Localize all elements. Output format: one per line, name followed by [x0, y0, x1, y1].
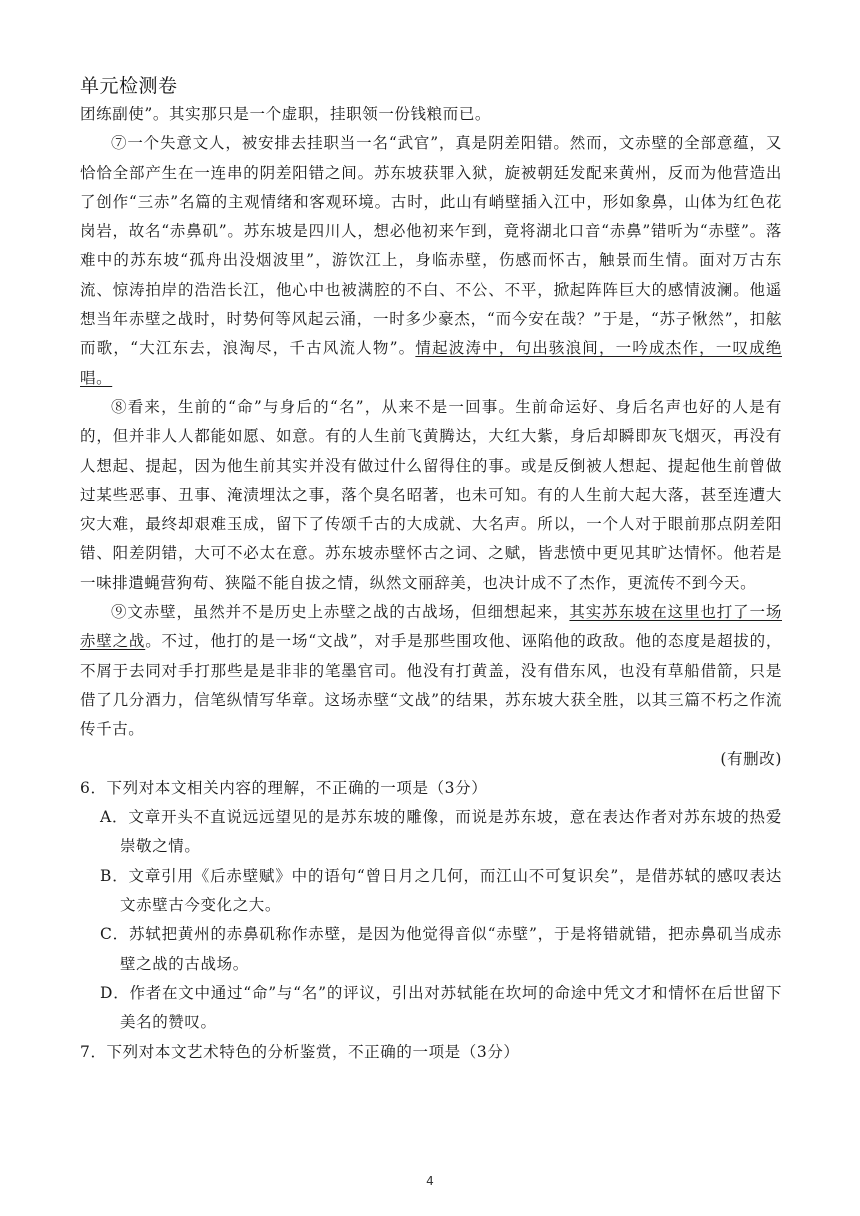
- passage-continuation-line: 团练副使”。其实那只是一个虚职，挂职领一份钱粮而已。: [80, 105, 492, 123]
- question-7-stem: 7．下列对本文艺术特色的分析鉴赏，不正确的一项是（3分）: [80, 1042, 520, 1061]
- paragraph-9: [80, 598, 782, 744]
- paragraph-7-underlined-sentence: 情起波涛中，句出骇浪间，一吟成杰作，一叹成绝唱。: [80, 339, 782, 387]
- paragraph-9-start: ⑨文赤壁，虽然并不是历史上赤壁之战的古战场，但细想起来，: [111, 603, 570, 622]
- paragraph-9-rest: 。不过，他打的是一场“文战”，对手是那些围攻他、诬陷他的政敌。他的态度是超拔的，不屑于去同对手打那些是是非非的笔墨官司。他没有打黄盖，没有借东风，也没有草船借箭，只是借了几分酒力，信笔纵情写华章。这场赤壁“文战”的结果，苏东坡大获全胜，以其三篇不朽之作流传千古。: [80, 632, 782, 739]
- question-6-option-c: C．苏轼把黄州的赤鼻矶称作赤壁，是因为他觉得音似“赤壁”，于是将错就错，把赤鼻矶当成赤壁之战的古战场。: [100, 925, 782, 973]
- paragraph-8: ⑧看来，生前的“命”与身后的“名”，从来不是一回事。生前命运好、身后名声也好的人是有的，但并非人人都能如愿、如意。有的人生前飞黄腾达，大红大紫，身后却瞬即灰飞烟灭，再没有人想起、提起，因为他生前其实并没有做过什么留得住的事。或是反倒被人想起、提起他生前曾做过某些恶事、丑事、淹渍埋汰之事，落个臭名昭著，也未可知。有的人生前大起大落，甚至连遭大灾大难，最终却艰难玉成，留下了传颂千古的大成就、大名声。所以，一个人对于眼前那点阴差阳错、阳差阴错，大可不必太在意。苏东坡赤壁怀古之词、之赋，皆悲愤中更见其旷达情怀。他若是一味排遣蝇营狗苟、狭隘不能自拔之情，纵然文丽辞美，也决计成不了杰作，更流传不到今天。: [80, 397, 782, 592]
- document-body: [80, 100, 782, 1067]
- question-6-option-b: B．文章引用《后赤壁赋》中的语句“曾日月之几何，而江山不可复识矣”，是借苏轼的感叹表达文赤壁古今变化之大。: [100, 866, 782, 915]
- question-6-option-a: A．文章开头不直说远远望见的是苏东坡的雕像，而说是苏东坡，意在表达作者对苏东坡的热爱崇敬之情。: [100, 808, 782, 856]
- paragraph-7-text: ⑦一个失意文人，被安排去挂职当一名“武官”，真是阴差阳错。然而，文赤壁的全部意蕴，又恰恰全部产生在一连串的阴差阳错之间。苏东坡获罪入狱，旋被朝廷发配来黄州，反而为他营造出了创作“三赤”名篇的主观情绪和客观环境。古时，此山有峭壁插入江中，形如象鼻，山体为红色花岗岩，故名“赤鼻矶”。苏东坡是四川人，想必他初来乍到，竟将湖北口音“赤鼻”错听为“赤壁”。落难中的苏东坡“孤舟出没烟波里”，游饮江上，身临赤壁，伤感而怀古，触景而生情。面对万古东流、惊涛拍岸的浩浩长江，他心中也被满腔的不白、不公、不平，掀起阵阵巨大的感情波澜。他遥想当年赤壁之战时，时势何等风起云涌，一时多少豪杰，“而今安在哉？”于是，“苏子愀然”，扣舷而歌，“大江东去，浪淘尽，千古风流人物”。: [80, 134, 782, 358]
- question-6-option-d: D．作者在文中通过“命”与“名”的评议，引出对苏轼能在坎坷的命途中凭文才和情怀在后世留下美名的赞叹。: [100, 983, 782, 1032]
- page-header-title: 单元检测卷: [80, 75, 178, 97]
- question-6-stem: 6．下列对本文相关内容的理解，不正确的一项是（3分）: [80, 778, 488, 797]
- source-note: (有删改): [720, 749, 782, 768]
- paragraph-7: [80, 129, 782, 393]
- page-number: 4: [426, 1174, 434, 1188]
- paragraph-9-underlined-sentence: 其实苏东坡在这里也打了一场赤壁之战: [80, 603, 782, 651]
